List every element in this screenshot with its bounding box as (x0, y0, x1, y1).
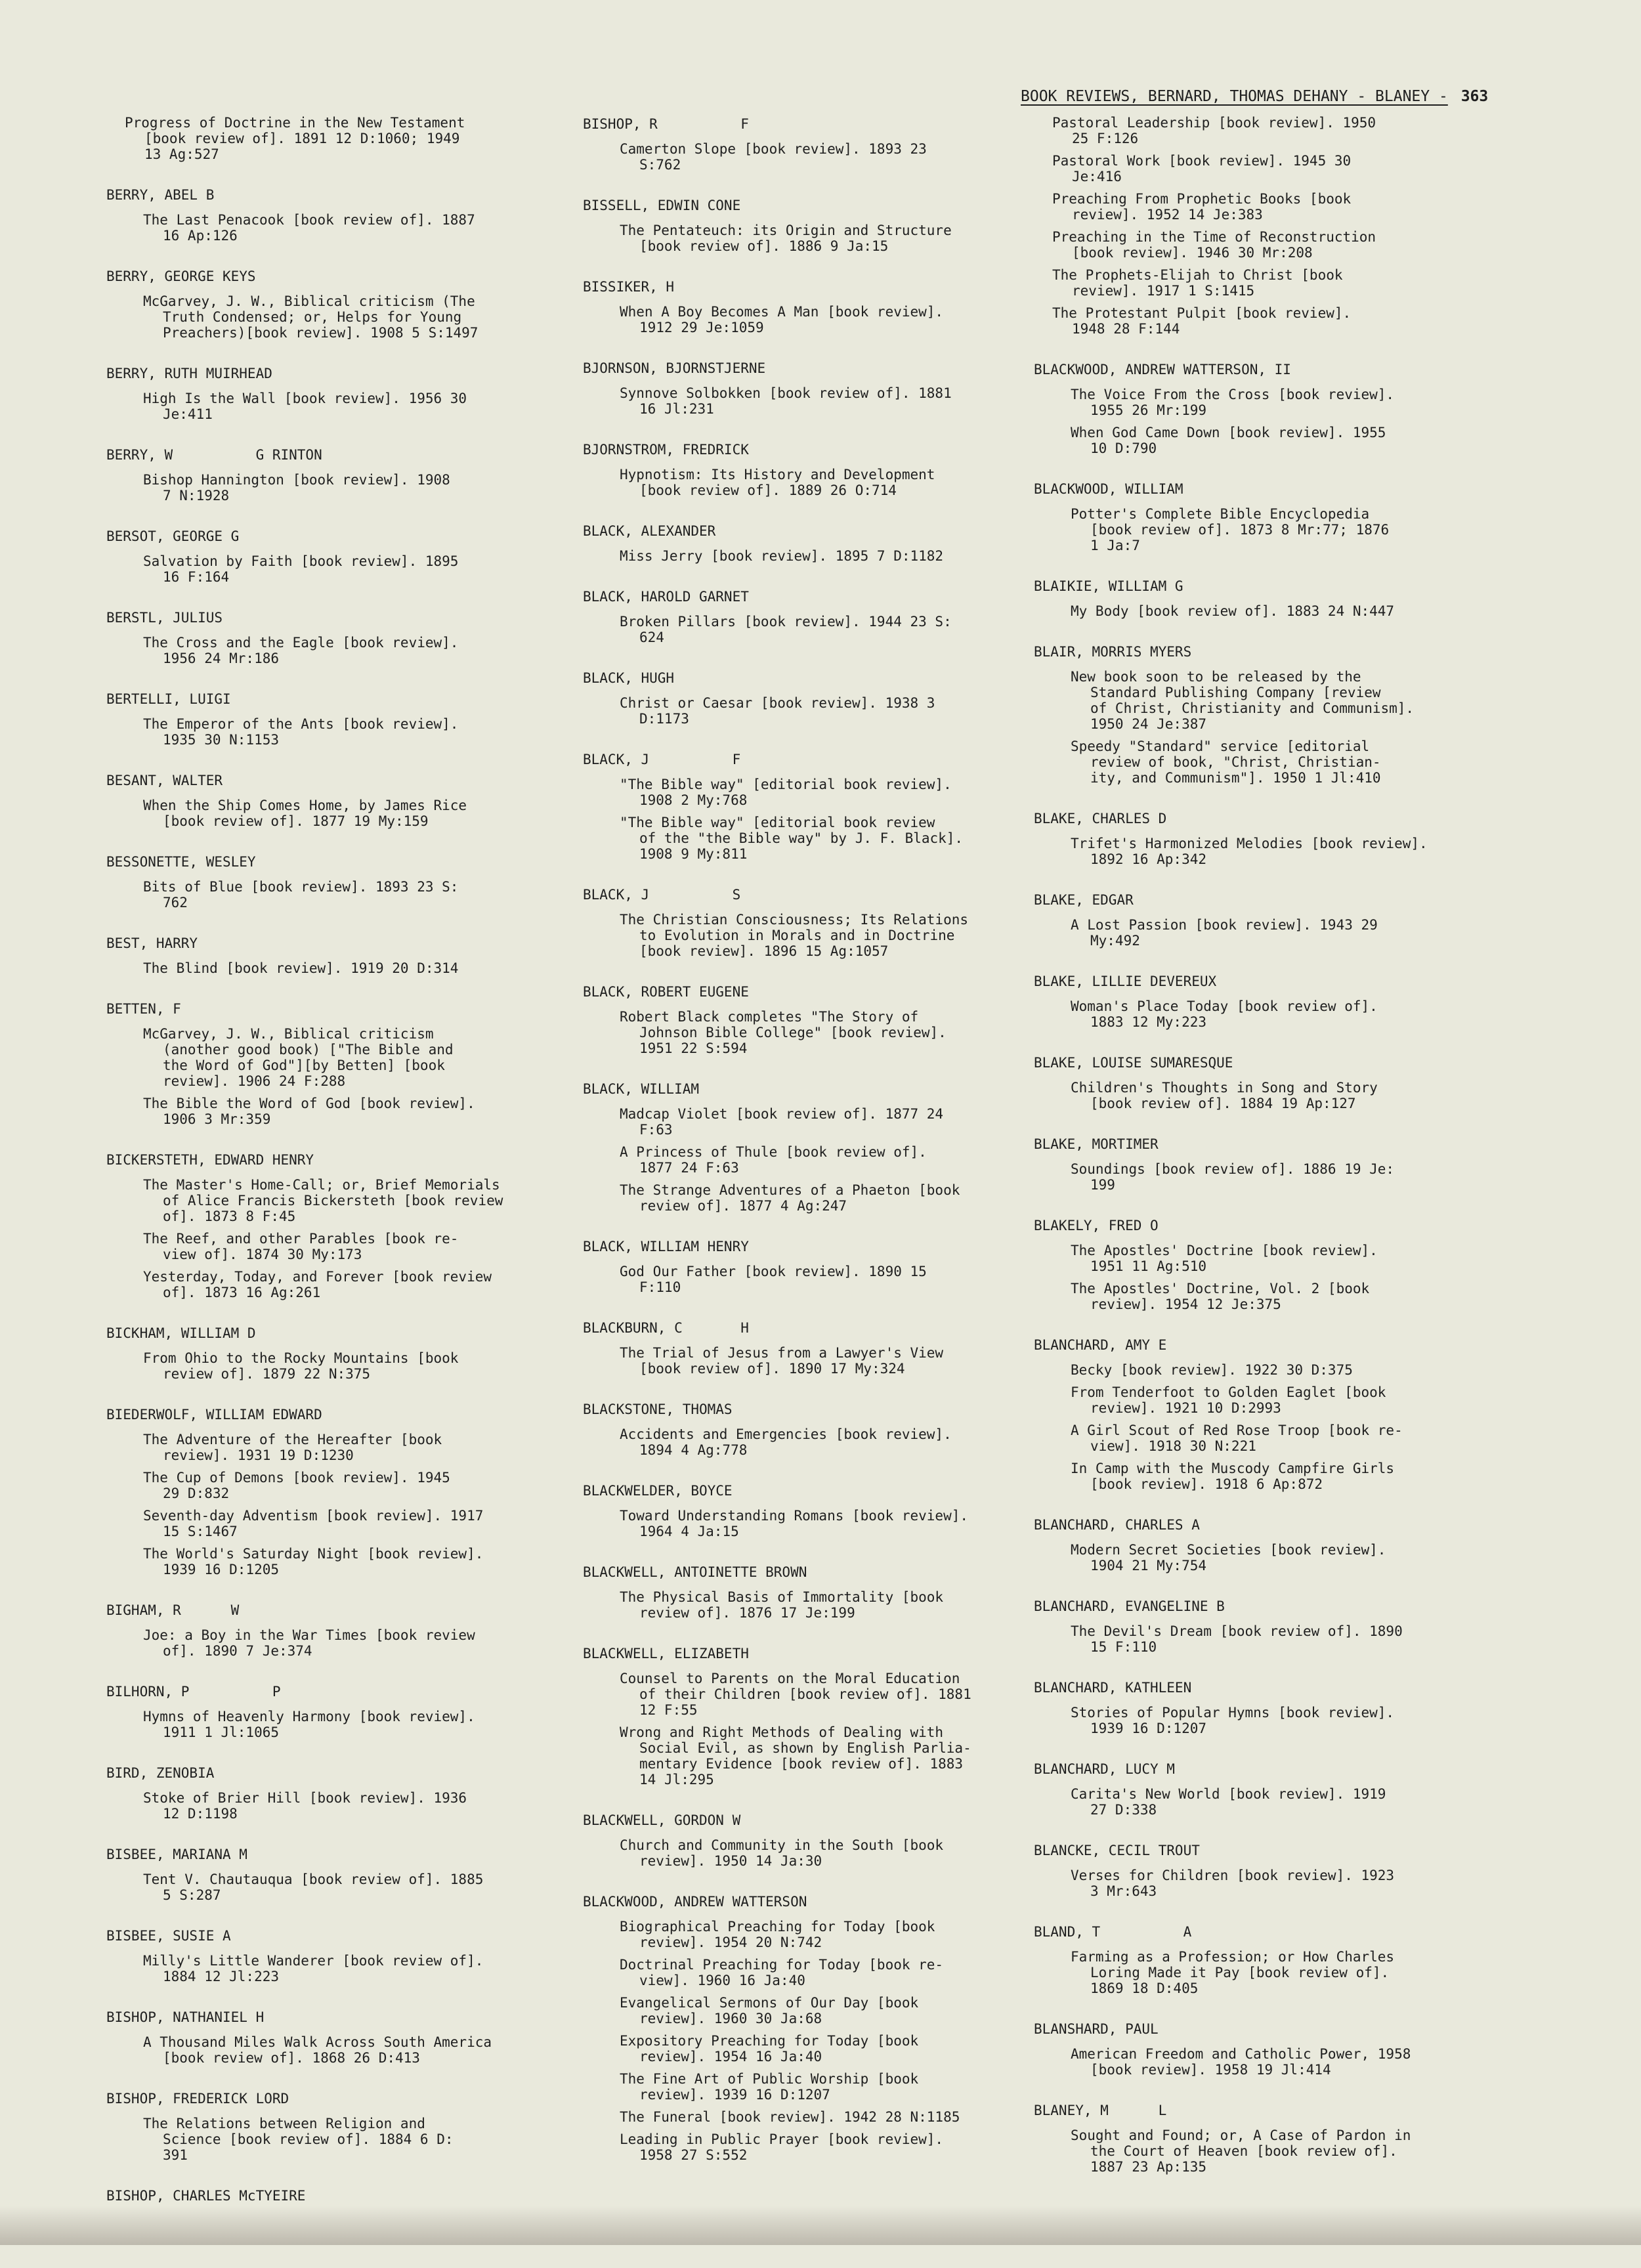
index-entry (583, 522, 1042, 564)
index-entry (1034, 972, 1493, 1030)
index-entry (1034, 577, 1493, 619)
entry-author: BIRD, ZENOBIA (106, 1765, 215, 1781)
review-citation: Stoke of Brier Hill [book review]. 1936 12 D:1198 (143, 1790, 467, 1822)
review-citation: The Adventure of the Hereafter [book review]. 1931 19 D:1230 (143, 1432, 442, 1463)
index-entry (583, 1237, 1042, 1295)
entry-author: BLACKWOOD, ANDREW WATTERSON (583, 1894, 807, 1910)
review-citation: Counsel to Parents on the Moral Education of their Children [book review of]. 1881 12 F:55 (620, 1671, 971, 1718)
entry-author: BLACK, ROBERT EUGENE (583, 984, 749, 1000)
entry-author: BJORNSTROM, FREDRICK (583, 442, 749, 458)
index-entry (1034, 2020, 1493, 2078)
entry-author: BLACK, HUGH (583, 670, 675, 686)
review-citation: High Is the Wall [book review]. 1956 30 Je:411 (143, 391, 467, 422)
index-entry (583, 1644, 1042, 1787)
entry-author: BLAIKIE, WILLIAM G (1034, 578, 1183, 594)
entry-author: BLACK, ALEXANDER (583, 523, 716, 539)
entry-author: BLAKE, LILLIE DEVEREUX (1034, 974, 1217, 989)
review-citation: Miss Jerry [book review]. 1895 7 D:1182 (620, 548, 944, 564)
entry-author: BETTEN, F (106, 1001, 181, 1017)
entry-author: BESSONETTE, WESLEY (106, 854, 256, 870)
review-citation: Expository Preaching for Today [book review]. 1954 16 Ja:40 (620, 2033, 919, 2065)
review-citation: The Protestant Pulpit [book review]. 1948 28 F:144 (1052, 305, 1352, 337)
entry-author: BLAKELY, FRED O (1034, 1218, 1159, 1233)
index-entry (106, 1151, 566, 1300)
index-entry (106, 771, 566, 829)
review-citation: The Voice From the Cross [book review]. 1955 26 Mr:199 (1071, 387, 1395, 418)
index-entry (1034, 1679, 1493, 1736)
entry-author: BICKHAM, WILLIAM D (106, 1325, 256, 1341)
review-citation: Progress of Doctrine in the New Testament [book review of]. 1891 12 D:1060; 1949 13 Ag:527 (125, 115, 465, 162)
entry-author: BLAKE, CHARLES D (1034, 811, 1167, 826)
review-citation: The Reef, and other Parables [book re- view of]. 1874 30 My:173 (143, 1231, 459, 1262)
entry-author: BESANT, WALTER (106, 773, 223, 788)
review-citation: God Our Father [book review]. 1890 15 F:110 (620, 1264, 927, 1295)
index-entry (106, 267, 566, 341)
review-citation: In Camp with the Muscody Campfire Girls [book review]. 1918 6 Ap:872 (1071, 1461, 1395, 1492)
review-citation: Synnove Solbokken [book review of]. 1881 16 Jl:231 (620, 385, 952, 417)
index-entry (583, 196, 1042, 254)
entry-author: BLANSHARD, PAUL (1034, 2021, 1159, 2037)
review-citation: From Ohio to the Rocky Mountains [book review of]. 1879 22 N:375 (143, 1350, 459, 1382)
review-citation: The Apostles' Doctrine [book review]. 1951 11 Ag:510 (1071, 1243, 1378, 1274)
index-entry (106, 2089, 566, 2163)
index-entry (106, 1405, 566, 1577)
index-entry (583, 1811, 1042, 1869)
index-entry (106, 1845, 566, 1903)
review-citation: Madcap Violet [book review of]. 1877 24 F:63 (620, 1106, 944, 1138)
index-entry (583, 278, 1042, 335)
review-citation: Preaching From Prophetic Books [book review]. 1952 14 Je:383 (1052, 191, 1352, 223)
index-entry (1034, 1216, 1493, 1312)
entry-author: BILHORN, P P (106, 1684, 281, 1700)
entry-author: BJORNSON, BJORNSTJERNE (583, 360, 766, 376)
entry-author: BISHOP, CHARLES McTYEIRE (106, 2188, 306, 2204)
review-citation: The Pentateuch: its Origin and Structure [book review of]. 1886 9 Ja:15 (620, 223, 952, 254)
review-citation: The World's Saturday Night [book review]. 1939 16 D:1205 (143, 1546, 484, 1577)
review-citation: Milly's Little Wanderer [book review of]. 1884 12 Jl:223 (143, 1953, 484, 1984)
entry-author: BLANCHARD, EVANGELINE B (1034, 1598, 1225, 1614)
entry-author: BISHOP, FREDERICK LORD (106, 2091, 289, 2107)
entry-author: BLAKE, EDGAR (1034, 892, 1134, 908)
entry-author: BISSELL, EDWIN CONE (583, 198, 741, 213)
entry-author: BLANEY, M L (1034, 2103, 1167, 2118)
index-entry (1034, 1054, 1493, 1111)
review-citation: When the Ship Comes Home, by James Rice [book review of]. 1877 19 My:159 (143, 798, 467, 829)
review-citation: A Girl Scout of Red Rose Troop [book re- view]. 1918 30 N:221 (1071, 1423, 1403, 1454)
review-citation: Pastoral Work [book review]. 1945 30 Je:416 (1052, 153, 1352, 184)
index-entry (583, 886, 1042, 959)
entry-author: BICKERSTETH, EDWARD HENRY (106, 1152, 314, 1168)
review-citation: Verses for Children [book review]. 1923 3 Mr:643 (1071, 1868, 1395, 1899)
index-entry (106, 1324, 566, 1382)
review-citation: Sought and Found; or, A Case of Pardon in the Court of Heaven [book review of]. 1887 23 Ap:135 (1071, 2128, 1411, 2175)
entry-author: BISSIKER, H (583, 279, 675, 295)
review-citation: Modern Secret Societies [book review]. 1904 21 My:754 (1071, 1542, 1386, 1573)
review-citation: The Trial of Jesus from a Lawyer's View [book review of]. 1890 17 My:324 (620, 1345, 944, 1377)
entry-author: BERRY, RUTH MUIRHEAD (106, 366, 272, 381)
review-citation: The Relations between Religion and Science [book review of]. 1884 6 D: 391 (143, 2116, 454, 2163)
index-entry (106, 934, 566, 976)
index-entry (583, 1400, 1042, 1458)
index-entry (106, 853, 566, 910)
review-citation: McGarvey, J. W., Biblical criticism (another good book) ["The Bible and the Word of God"][by Betten] [book review]. 1906 24 F:288 (143, 1026, 454, 1089)
index-entry (583, 1563, 1042, 1621)
review-citation: Wrong and Right Methods of Dealing with Social Evil, as shown by English Parlia- mentary Evidence [book review of]. 1883 14 Jl:295 (620, 1724, 971, 1787)
review-citation: Yesterday, Today, and Forever [book review of]. 1873 16 Ag:261 (143, 1269, 492, 1300)
review-citation: Robert Black completes "The Story of Johnson Bible College" [book review]. 1951 22 S:594 (620, 1009, 947, 1056)
review-citation: From Tenderfoot to Golden Eaglet [book review]. 1921 10 D:2993 (1071, 1384, 1386, 1416)
review-citation: Carita's New World [book review]. 1919 27 D:338 (1071, 1786, 1386, 1818)
entry-author: BLACKWELDER, BOYCE (583, 1483, 733, 1499)
review-citation: Speedy "Standard" service [editorial review of book, "Christ, Christian- ity, and Communism"]. 1950 1 Jl:410 (1071, 738, 1381, 786)
review-citation: Preaching in the Time of Reconstruction [book review]. 1946 30 Mr:208 (1052, 229, 1376, 261)
review-citation: Broken Pillars [book review]. 1944 23 S: 624 (620, 614, 952, 645)
entry-author: BLAND, T A (1034, 1924, 1192, 1940)
index-entry (1034, 1516, 1493, 1573)
entry-author: BERRY, W G RINTON (106, 447, 322, 463)
review-citation: "The Bible way" [editorial book review]. 1908 2 My:768 (620, 777, 952, 808)
entry-author: BLACKWOOD, WILLIAM (1034, 481, 1183, 497)
index-entry (106, 446, 566, 503)
review-citation: New book soon to be released by the Standard Publishing Company [review of Christ, Christianity and Communism]. 1950 24 Je:387 (1071, 669, 1415, 732)
entry-author: BLACKWOOD, ANDREW WATTERSON, II (1034, 362, 1291, 377)
review-citation: The Master's Home-Call; or, Brief Memorials of Alice Francis Bickersteth [book review of]. 1873 8 F:45 (143, 1177, 503, 1224)
review-citation: My Body [book review of]. 1883 24 N:447 (1071, 603, 1395, 619)
review-citation: Hymns of Heavenly Harmony [book review]. 1911 1 Jl:1065 (143, 1709, 475, 1740)
index-entry (1034, 1336, 1493, 1492)
review-citation: Accidents and Emergencies [book review]. 1894 4 Ag:778 (620, 1426, 952, 1458)
review-citation: The Christian Consciousness; Its Relations to Evolution in Morals and in Doctrine [book review]. 1896 15 Ag:1057 (620, 912, 969, 959)
entry-author: BISBEE, SUSIE A (106, 1928, 231, 1944)
entry-author: BLACKWELL, ELIZABETH (583, 1646, 749, 1661)
index-entry (106, 2008, 566, 2066)
review-citation: Farming as a Profession; or How Charles Loring Made it Pay [book review of]. 1869 18 D:405 (1071, 1949, 1395, 1996)
entry-author: BLAKE, MORTIMER (1034, 1136, 1159, 1152)
index-entry (1034, 2101, 1493, 2175)
entry-author: BEST, HARRY (106, 935, 198, 951)
review-citation: Pastoral Leadership [book review]. 1950 25 F:126 (1052, 115, 1376, 146)
index-column-2 (583, 115, 1042, 2187)
index-entry (106, 115, 566, 162)
entry-author: BLANCHARD, AMY E (1034, 1337, 1167, 1353)
index-entry (583, 750, 1042, 862)
entry-author: BLACKBURN, C H (583, 1320, 749, 1336)
index-entry (106, 1601, 566, 1659)
index-column-3 (1034, 115, 1493, 2198)
review-citation: The Devil's Dream [book review of]. 1890 15 F:110 (1071, 1623, 1403, 1655)
review-citation: A Princess of Thule [book review of]. 1877 24 F:63 (620, 1144, 927, 1176)
index-entry (1034, 480, 1493, 553)
entry-author: BLACK, J S (583, 887, 741, 903)
review-citation: Church and Community in the South [book review]. 1950 14 Ja:30 (620, 1837, 944, 1869)
review-citation: When God Came Down [book review]. 1955 10 D:790 (1071, 425, 1386, 456)
index-entry (583, 669, 1042, 727)
review-citation: The Prophets-Elijah to Christ [book review]. 1917 1 S:1415 (1052, 267, 1343, 299)
review-citation: Salvation by Faith [book review]. 1895 16 F:164 (143, 553, 459, 585)
review-citation: Hypnotism: Its History and Development [book review of]. 1889 26 O:714 (620, 467, 935, 498)
review-citation: Potter's Complete Bible Encyclopedia [book review of]. 1873 8 Mr:77; 1876 1 Ja:7 (1071, 506, 1390, 553)
index-entry (583, 588, 1042, 645)
index-entry (106, 690, 566, 748)
review-citation: Doctrinal Preaching for Today [book re- view]. 1960 16 Ja:40 (620, 1957, 944, 1988)
entry-author: BERRY, GEORGE KEYS (106, 268, 256, 284)
index-entry (106, 186, 566, 244)
review-citation: Toward Understanding Romans [book review]. 1964 4 Ja:15 (620, 1508, 969, 1539)
index-entry (583, 1080, 1042, 1214)
index-entry (583, 1319, 1042, 1377)
index-entry (1034, 809, 1493, 867)
entry-author: BLANCHARD, CHARLES A (1034, 1517, 1200, 1533)
running-header (1021, 88, 1510, 105)
review-citation: McGarvey, J. W., Biblical criticism (The Truth Condensed; or, Helps for Young Preachers)[book review]. 1908 5 S:1497 (143, 293, 479, 341)
review-citation: Seventh-day Adventism [book review]. 1917 15 S:1467 (143, 1508, 484, 1539)
review-citation: The Blind [book review]. 1919 20 D:314 (143, 960, 459, 976)
index-entry (1034, 643, 1493, 786)
review-citation: The Last Penacook [book review of]. 1887 16 Ap:126 (143, 212, 475, 244)
index-entry (1034, 115, 1493, 337)
entry-author: BLACK, WILLIAM (583, 1081, 700, 1097)
entry-author: BLACK, WILLIAM HENRY (583, 1239, 749, 1254)
review-citation: American Freedom and Catholic Power, 1958 [book review]. 1958 19 Jl:414 (1071, 2046, 1411, 2078)
entry-author: BLACKSTONE, THOMAS (583, 1401, 733, 1417)
entry-author: BIEDERWOLF, WILLIAM EDWARD (106, 1407, 322, 1423)
index-entry (583, 440, 1042, 498)
index-entry (106, 609, 566, 666)
review-citation: A Lost Passion [book review]. 1943 29 My:492 (1071, 917, 1378, 949)
review-citation: Biographical Preaching for Today [book review]. 1954 20 N:742 (620, 1919, 935, 1950)
entry-author: BISBEE, MARIANA M (106, 1847, 247, 1862)
entry-author: BISHOP, NATHANIEL H (106, 2009, 265, 2025)
index-column-1 (106, 115, 566, 2268)
entry-author: BIGHAM, R W (106, 1602, 240, 1618)
entry-author: BLACKWELL, GORDON W (583, 1812, 741, 1828)
header-title: BOOK REVIEWS, BERNARD, THOMAS DEHANY - BLANEY - (1021, 88, 1448, 105)
review-citation: Leading in Public Prayer [book review]. 1958 27 S:552 (620, 2131, 944, 2163)
entry-author: BISHOP, R F (583, 116, 749, 132)
review-citation: Joe: a Boy in the War Times [book review of]. 1890 7 Je:374 (143, 1627, 475, 1659)
entry-author: BLACK, J F (583, 752, 741, 767)
index-entry (583, 1893, 1042, 2163)
review-citation: The Cup of Demons [book review]. 1945 29 D:832 (143, 1470, 450, 1501)
review-citation: Bits of Blue [book review]. 1893 23 S: 762 (143, 879, 459, 910)
page-number: 363 (1460, 88, 1489, 105)
review-citation: Becky [book review]. 1922 30 D:375 (1071, 1362, 1353, 1378)
index-entry (106, 1927, 566, 1984)
review-citation: The Strange Adventures of a Phaeton [book review of]. 1877 4 Ag:247 (620, 1182, 960, 1214)
index-entry (583, 359, 1042, 417)
review-citation: The Fine Art of Public Worship [book review]. 1939 16 D:1207 (620, 2071, 919, 2103)
index-entry (106, 364, 566, 422)
index-entry (583, 115, 1042, 173)
entry-author: BERRY, ABEL B (106, 187, 215, 203)
review-citation: Bishop Hannington [book review]. 1908 7 N:1928 (143, 472, 450, 503)
review-citation: The Emperor of the Ants [book review]. 1935 30 N:1153 (143, 716, 459, 748)
index-entry (106, 1764, 566, 1822)
index-entry (1034, 360, 1493, 456)
review-citation: Soundings [book review of]. 1886 19 Je: 199 (1071, 1161, 1395, 1193)
entry-author: BLACK, HAROLD GARNET (583, 589, 749, 605)
review-citation: The Funeral [book review]. 1942 28 N:1185 (620, 2109, 960, 2125)
index-entry (106, 1682, 566, 1740)
review-citation: The Apostles' Doctrine, Vol. 2 [book review]. 1954 12 Je:375 (1071, 1281, 1370, 1312)
index-entry (583, 983, 1042, 1056)
index-entry (1034, 891, 1493, 949)
review-citation: Woman's Place Today [book review of]. 1883 12 My:223 (1071, 998, 1378, 1030)
index-entry (583, 1482, 1042, 1539)
review-citation: The Cross and the Eagle [book review]. 1956 24 Mr:186 (143, 635, 459, 666)
entry-author: BLANCHARD, LUCY M (1034, 1761, 1175, 1777)
entry-author: BLAIR, MORRIS MYERS (1034, 644, 1192, 660)
page-bottom-edge (0, 2206, 1641, 2245)
review-citation: When A Boy Becomes A Man [book review]. 1912 29 Je:1059 (620, 304, 944, 335)
entry-author: BLAKE, LOUISE SUMARESQUE (1034, 1055, 1233, 1071)
index-entry (1034, 1923, 1493, 1996)
entry-author: BLANCKE, CECIL TROUT (1034, 1843, 1200, 1858)
review-citation: The Bible the Word of God [book review]. 1906 3 Mr:359 (143, 1096, 475, 1127)
index-entry (1034, 1135, 1493, 1193)
review-citation: Tent V. Chautauqua [book review of]. 1885 5 S:287 (143, 1872, 484, 1903)
index-entry (106, 527, 566, 585)
review-citation: Children's Thoughts in Song and Story [book review of]. 1884 19 Ap:127 (1071, 1080, 1378, 1111)
index-entry (1034, 1760, 1493, 1818)
review-citation: "The Bible way" [editorial book review of the "the Bible way" by J. F. Black]. 1908 9 My:811 (620, 815, 964, 862)
review-citation: The Physical Basis of Immortality [book review of]. 1876 17 Je:199 (620, 1589, 944, 1621)
index-entry (106, 1000, 566, 1127)
review-citation: Stories of Popular Hymns [book review]. 1939 16 D:1207 (1071, 1705, 1395, 1736)
entry-author: BERTELLI, LUIGI (106, 691, 231, 707)
entry-author: BERSTL, JULIUS (106, 610, 223, 626)
entry-author: BLACKWELL, ANTOINETTE BROWN (583, 1564, 807, 1580)
entry-author: BLANCHARD, KATHLEEN (1034, 1680, 1192, 1696)
index-entry (1034, 1597, 1493, 1655)
review-citation: Evangelical Sermons of Our Day [book review]. 1960 30 Ja:68 (620, 1995, 919, 2026)
review-citation: A Thousand Miles Walk Across South America [book review of]. 1868 26 D:413 (143, 2034, 492, 2066)
review-citation: Trifet's Harmonized Melodies [book review]. 1892 16 Ap:342 (1071, 836, 1428, 867)
index-entry (1034, 1841, 1493, 1899)
entry-author: BERSOT, GEORGE G (106, 528, 240, 544)
review-citation: Christ or Caesar [book review]. 1938 3 D:1173 (620, 695, 935, 727)
review-citation: Camerton Slope [book review]. 1893 23 S:762 (620, 141, 927, 173)
